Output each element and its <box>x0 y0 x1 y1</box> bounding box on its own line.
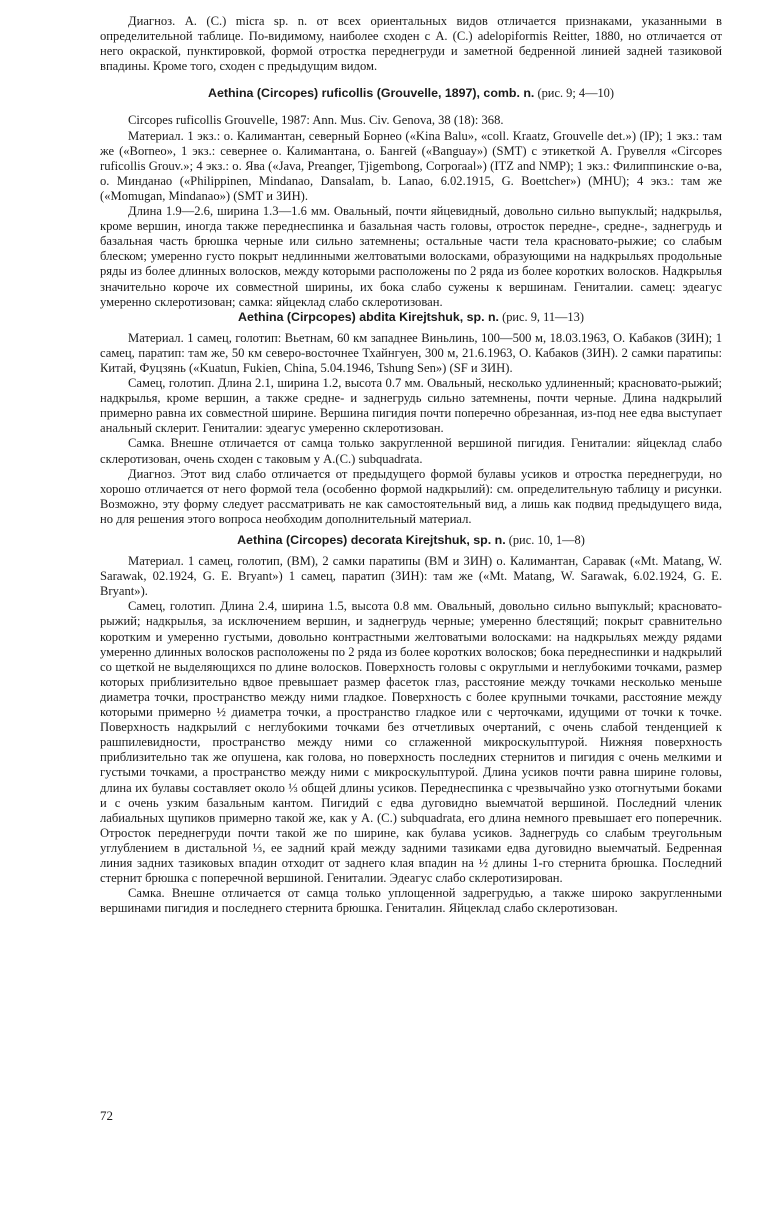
heading-name: Aethina (Circopes) ruficollis (Grouvelle, 1897), comb. n. <box>208 86 535 101</box>
species-heading-decorata <box>100 533 722 548</box>
diagnosis-paragraph-micra: Диагноз. A. (C.) micra sp. n. от всех ориентальных видов отличается признаками, указанными в определительной таблице. По-видимому, наиболее сходен с A. (C.) adelopiformis Reitter, 1880, но отличается от него окраской, пунктировкой, формой отростка переднегруди и заметной бедренной линией задней тазиковой впадины. Кроме того, сходен с предыдущим видом. <box>100 14 722 74</box>
description-paragraph-ruficollis: Длина 1.9—2.6, ширина 1.3—1.6 мм. Овальный, почти яйцевидный, довольно сильно выпуклый; надкрылья, кроме вершин, иногда также переднеспинка и базальная часть головы, отросток передне-, средне-, заднегрудь и базальная часть брюшка черные или сильно затемнены; остальные части тела красновато-рыжие; со слабым блеском; умеренно густо покрыт недлинными желтоватыми волосками, образующими на надкрыльях продольные ряды из более длинных волосков, между которыми расположены по 2 ряда из более коротких волосков. Надкрылья значительно короче их совместной ширины, их бока слабо сужены к вершинам. Гениталии. самец: эдеагус умеренно склеротизован; самка: яйцеклад слабо склеротизован. <box>100 204 722 309</box>
male-description-abdita: Самец, голотип. Длина 2.1, ширина 1.2, высота 0.7 мм. Овальный, несколько удлиненный; красновато-рыжий; надкрылья, кроме вершин, а также средне- и заднегрудь сильно затемнены, почти черные. Длина надкрылий примерно равна их совместной ширине. Вершина пигидия почти поперечно обрезанная, из-под нее едва выступает анальный склерит. Гениталии: эдеагус умеренно склеротизован. <box>100 376 722 436</box>
diagnosis-paragraph-abdita: Диагноз. Этот вид слабо отличается от предыдущего формой булавы усиков и отростка переднегруди, но хорошо отличается от него формой тела (особенно формой надкрылий): см. определительную таблицу и рисунки. Возможно, эту форму следует рассматривать не как самостоятельный вид, а лишь как подвид предыдущего вида, но для решения этого вопроса необходим дополнительный материал. <box>100 466 722 526</box>
heading-name: Aethina (Circopes) decorata Kirejtshuk, sp. n. <box>237 533 506 547</box>
species-heading-abdita <box>100 310 722 325</box>
heading-figure-ref: (рис. 9, 11—13) <box>498 309 584 324</box>
material-paragraph-abdita: Материал. 1 самец, голотип: Вьетнам, 60 км западнее Виньлинь, 100—500 м, 18.03.1963, О. Кабаков (ЗИН); 1 самец, паратип: там же, 50 км северо-восточнее Тхайнгуен, 300 м, 21.6.1963, О. Кабаков (ЗИН). 2 самки паратипы: Китай, Фуцзянь («Kuatun, Fukien, China, 5.04.1946, Tshung Sen») (SF и ЗИН). <box>100 330 722 375</box>
species-heading-ruficollis <box>100 86 722 101</box>
female-description-abdita: Самка. Внешне отличается от самца только закругленной вершиной пигидия. Гениталии: яйцеклад слабо склеротизован, очень сходен с таковым у A.(C.) subquadrata. <box>100 436 722 466</box>
material-paragraph-ruficollis: Материал. 1 экз.: о. Калимантан, северный Борнео («Kina Balu», «coll. Kraatz, Grouvelle det.») (IP); 1 экз.: там же («Borneo», 1 экз.: севернее о. Калимантана, о. Бангей («Banguay») (SMT) с этикеткой А. Грувелля «Circopes ruficollis Grouv.»; 4 экз.: о. Ява («Java, Preanger, Tjigembong, Corporaal») (ITZ and NMP); 1 экз.: Филиппинские о-ва, о. Минданао («Philippinen, Mindanao, Dansalam, b. Lanao, 6.02.1915, G. Boettcher») (MHU); 4 экз.: там же («Momugan, Mindanao») (SMT и ЗИН). <box>100 128 722 203</box>
page-number: 72 <box>100 1108 113 1123</box>
heading-figure-ref: (рис. 10, 1—8) <box>505 533 585 547</box>
heading-name: Aethina (Cirpcopes) abdita Kirejtshuk, sp. n. <box>238 309 499 324</box>
citation-paragraph: Circopes ruficollis Grouvelle, 1987: Ann. Mus. Civ. Genova, 38 (18): 368. <box>128 113 504 128</box>
male-description-decorata: Самец, голотип. Длина 2.4, ширина 1.5, высота 0.8 мм. Овальный, довольно сильно выпуклый; красновато-рыжий; надкрылья, за исключением вершин, и заднегрудь черные; умеренно блестящий; покрыт сравнительно коротким и умеренно густыми, довольно контрастными желтоватыми волосками: на надкрыльях между рядами умеренно длинных волосков расположены по 2 ряда из более коротких волосков; бока переднеспинки и надкрылий со щеткой не выделяющихся по длине волосков. Поверхность головы с округлыми и неглубокими точками, размер которых приблизительно вдвое превышает размер фасеток глаз, расстояние между точками несколько меньше диаметра точки, пространство между ними гладкое. Поверхность с более крупными точками, расстояние между которыми примерно ½ диаметра точки, а пространство гладкое или с черточками, идущими от точки к точке. Поверхность надкрылий с неглубокими точками без отчетливых очертаний, с очень слабой тенденцией к рашпилевидности, пространство между ними со сглаженной микроскульптурой. Нижняя поверхность приблизительно так же опушена, как голова, но поверхность последних стернитов и пигидия с очень мелкими и густыми точками, а пространство между ними с микроскульптурой. Длина усиков почти равна ширине головы, длина их булавы составляет около ⅓ общей длины усиков. Переднеспинка с чрезвычайно узко отогнутыми боками и с очень узким базальным кантом. Пигидий с едва дуговидно выемчатой вершиной. Последний членик лабиальных щупиков примерно такой же, как у A. (C.) subquadrata, его длина немного превышает его поперечник. Отросток переднегруди почти такой же по ширине, как булава усиков. Заднегрудь со слабым треугольным углублением в дистальной ⅓, ее задний край между задними тазиками едва дуговидно выемчатый. Бедренная линия задних тазиковых впадин отходит от заднего клая впадин на ½ длины 1-го стернита брюшка. Последний стернит брюшка с поперечной вершиной. Гениталии. Эдеагус слабо склеротизирован. <box>100 599 722 886</box>
heading-figure-ref: (рис. 9; 4—10) <box>534 86 614 101</box>
material-paragraph-decorata: Материал. 1 самец, голотип, (BM), 2 самки паратипы (BM и ЗИН) о. Калимантан, Саравак («Mt. Matang, W. Sarawak, 02.1924, G. E. Bryant») 1 самец, паратип (ЗИН): там же («Mt. Matang, W. Sarawak, 6.02.1924, G. E. Bryant»). <box>100 554 722 599</box>
female-description-decorata: Самка. Внешне отличается от самца только уплощенной задрегрудью, а также широко закругленными вершинами пигидия и последнего стернита брюшка. Гениталин. Яйцеклад слабо склеротизован. <box>100 886 722 916</box>
